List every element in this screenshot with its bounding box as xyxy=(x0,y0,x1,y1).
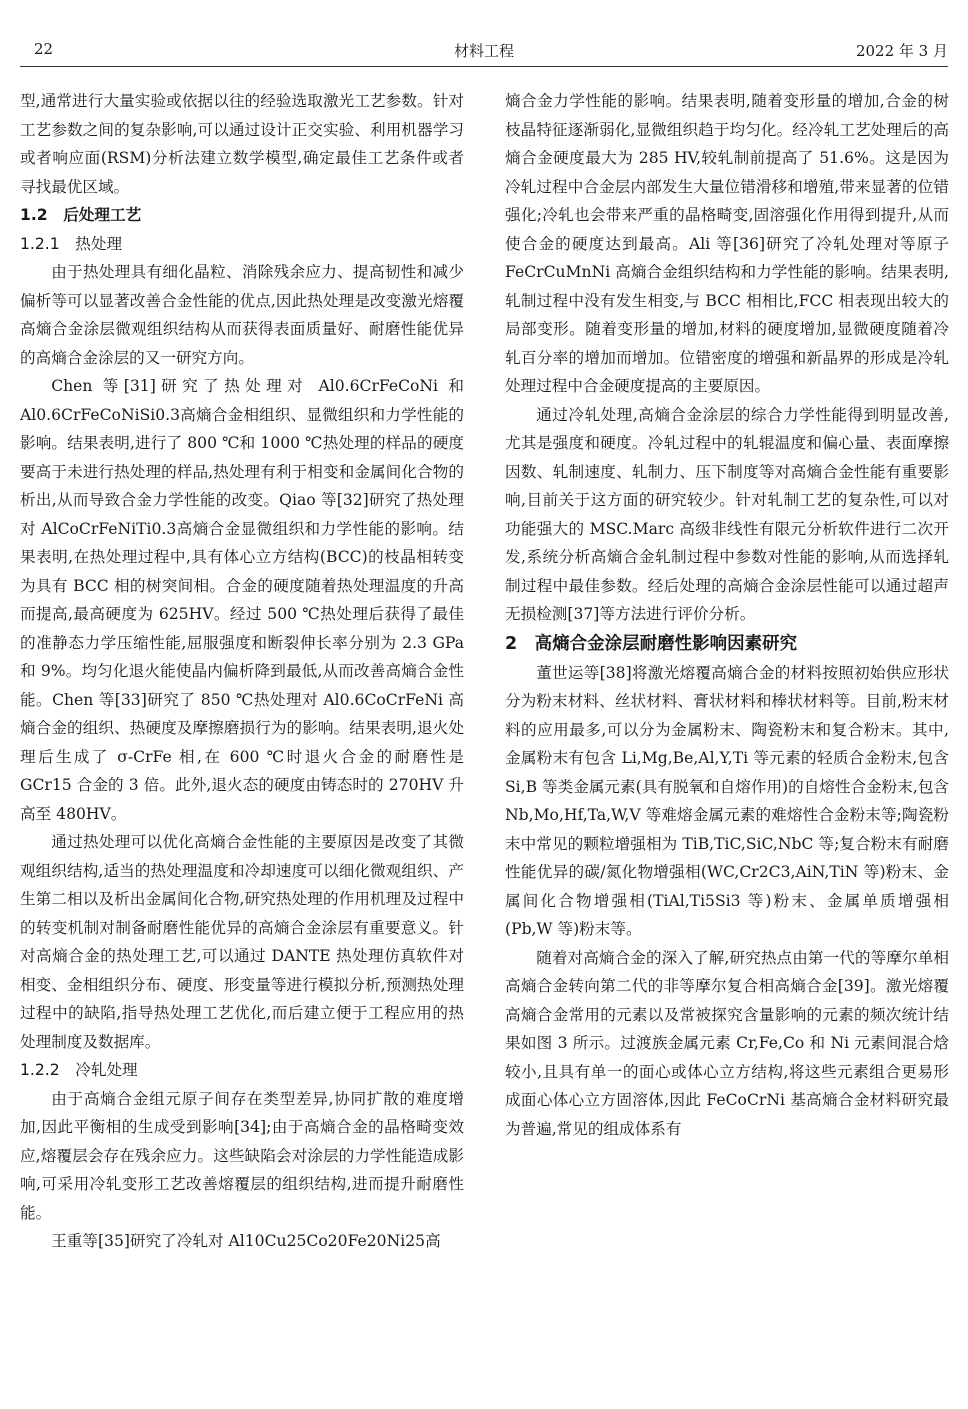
header-rule xyxy=(20,66,948,67)
right-column xyxy=(505,87,949,1143)
issue-date: 2022 年 3 月 xyxy=(855,42,948,60)
journal-name: 材料工程 xyxy=(453,42,514,60)
paragraph: 随着对高熵合金的深入了解,研究热点由第一代的等摩尔单相高熵合金转向第二代的非等摩尔复合相高熵合金[39]。激光熔覆高熵合金常用的元素以及常被探究含量影响的元素的频次统计结果如图 3 所示。过渡族金属元素 Cr,Fe,Co 和 Ni 元素间混合焓较小,且具有单一的面心或体心立方结构,将这些元素组合更易形成面心体心立方固溶体,因此 FeCoCrNi 基高熵合金材料研究最为普遍,常见的组成体系有 xyxy=(505,948,949,1138)
paragraph: 由于热处理具有细化晶粒、消除残余应力、提高韧性和减少偏析等可以显著改善合金性能的优点,因此热处理是改变激光熔覆高熵合金涂层微观组织结构从而获得表面质量好、耐磨性能优异的高熵合金涂层的又一研究方向。 xyxy=(20,263,464,367)
paragraph: 通过冷轧处理,高熵合金涂层的综合力学性能得到明显改善,尤其是强度和硬度。冷轧过程中的轧辊温度和偏心量、表面摩擦因数、轧制速度、轧制力、压下制度等对高熵合金性能有重要影响,目前关于这方面的研究较少。针对轧制工艺的复杂性,可以对功能强大的 MSC.Marc 高级非线性有限元分析软件进行二次开发,系统分析高熵合金轧制过程中参数对性能的影响,从而选择轧制过程中最佳参数。经后处理的高熵合金涂层性能可以通过超声无损检测[37]等方法进行评价分析。 xyxy=(505,405,949,623)
paragraph: 王重等[35]研究了冷轧对 Al10Cu25Co20Fe20Ni25高 xyxy=(51,1232,441,1250)
page-header xyxy=(20,40,948,64)
paragraph: 熵合金力学性能的影响。结果表明,随着变形量的增加,合金的树枝晶特征逐渐弱化,显微组织趋于均匀化。经冷轧工艺处理后的高熵合金硬度最大为 285 HV,较轧制前提高了 51.6%。这是因为冷轧过程中合金层内部发生大量位错滑移和增殖,带来显著的位错强化;冷轧也会带来严重的晶格畸变,固溶强化作用得到提升,从而使合金的硬度达到最高。Ali 等[36]研究了冷轧处理对等原子 FeCrCuMnNi 高熵合金组织结构和力学性能的影响。结果表明,轧制过程中没有发生相变,与 BCC 相相比,FCC 相表现出较大的局部变形。随着变形量的增加,材料的硬度增加,显微硬度随着冷轧百分率的增加而增加。位错密度的增强和新晶界的形成是冷轧处理过程中合金硬度提高的主要原因。 xyxy=(505,92,949,395)
paragraph: Chen 等[31]研究了热处理对 Al0.6CrFeCoNi 和 Al0.6CrFeCoNiSi0.3高熵合金相组织、显微组织和力学性能的影响。结果表明,进行了 800 ℃和 1000 ℃热处理的样品的硬度要高于未进行热处理的样品,热处理有利于相变和金属间化合物的析出,从而导致合金力学性能的改变。Qiao 等[32]研究了热处理对 AlCoCrFeNiTi0.3高熵合金显微组织和力学性能的影响。结果表明,在热处理过程中,具有体心立方结构(BCC)的枝晶相转变为具有 BCC 相的树突间相。合金的硬度随着热处理温度的升高而提高,最高硬度为 625HV。经过 500 ℃热处理后获得了最佳的准静态力学压缩性能,屈服强度和断裂伸长率分别为 2.3 GPa 和 9%。均匀化退火能使晶内偏析降到最低,从而改善高熵合金性能。Chen 等[33]研究了 850 ℃热处理对 Al0.6CoCrFeNi 高熵合金的组织、热硬度及摩擦磨损行为的影响。结果表明,退火处理后生成了 σ-CrFe 相,在 600 ℃时退火合金的耐磨性是 GCr15 合金的 3 倍。此外,退火态的硬度由铸态时的 270HV 升高至 480HV。 xyxy=(20,377,464,823)
paragraph: 董世运等[38]将激光熔覆高熵合金的材料按照初始供应形状分为粉末材料、丝状材料、膏状材料和棒状材料等。目前,粉末材料的应用最多,可以分为金属粉末、陶瓷粉末和复合粉末。其中,金属粉末有包含 Li,Mg,Be,Al,Y,Ti 等元素的轻质合金粉末,包含 Si,B 等类金属元素(具有脱氧和自熔作用)的自熔性合金粉末,包含 Nb,Mo,Hf,Ta,W,V 等难熔金属元素的难熔性合金粉末等;陶瓷粉末中常见的颗粒增强相为 TiB,TiC,SiC,NbC 等;复合粉末有耐磨性能优异的碳/氮化物增强相(WC,Cr2C3,AiN,TiN 等)粉末、金属间化合物增强相(TiAl,Ti5Si3 等)粉末、金属单质增强相(Pb,W 等)粉末等。 xyxy=(505,663,950,938)
section-heading-1-2: 1.2 后处理工艺 xyxy=(20,206,142,224)
paragraph: 由于高熵合金组元原子间存在类型差异,协同扩散的难度增加,因此平衡相的生成受到影响[34];由于高熵合金的晶格畸变效应,熔覆层会存在残余应力。这些缺陷会对涂层的力学性能造成影响,可采用冷轧变形工艺改善熔覆层的组织结构,进而提升耐磨性能。 xyxy=(20,1089,464,1222)
paragraph: 型,通常进行大量实验或依据以往的经验选取激光工艺参数。针对工艺参数之间的复杂影响,可以通过设计正交实验、利用机器学习或者响应面(RSM)分析法建立数学模型,确定最佳工艺条件或者寻找最优区域。 xyxy=(20,92,464,196)
page-number: 22 xyxy=(34,40,54,58)
section-heading-2: 2 高熵合金涂层耐磨性影响因素研究 xyxy=(505,633,798,654)
subsection-heading-1-2-2: 1.2.2 冷轧处理 xyxy=(20,1061,138,1079)
paragraph: 通过热处理可以优化高熵合金性能的主要原因是改变了其微观组织结构,适当的热处理温度和冷却速度可以细化微观组织、产生第二相以及析出金属间化合物,研究热处理的作用机理及过程中的转变机制对制备耐磨性能优异的高熵合金涂层有重要意义。针对高熵合金的热处理工艺,可以通过 DANTE 热处理仿真软件对相变、金相组织分布、硬度、形变量等进行模拟分析,预测热处理过程中的缺陷,指导热处理工艺优化,而后建立便于工程应用的热处理制度及数据库。 xyxy=(20,833,464,1051)
subsection-heading-1-2-1: 1.2.1 热处理 xyxy=(20,234,123,253)
left-column xyxy=(20,87,464,1256)
